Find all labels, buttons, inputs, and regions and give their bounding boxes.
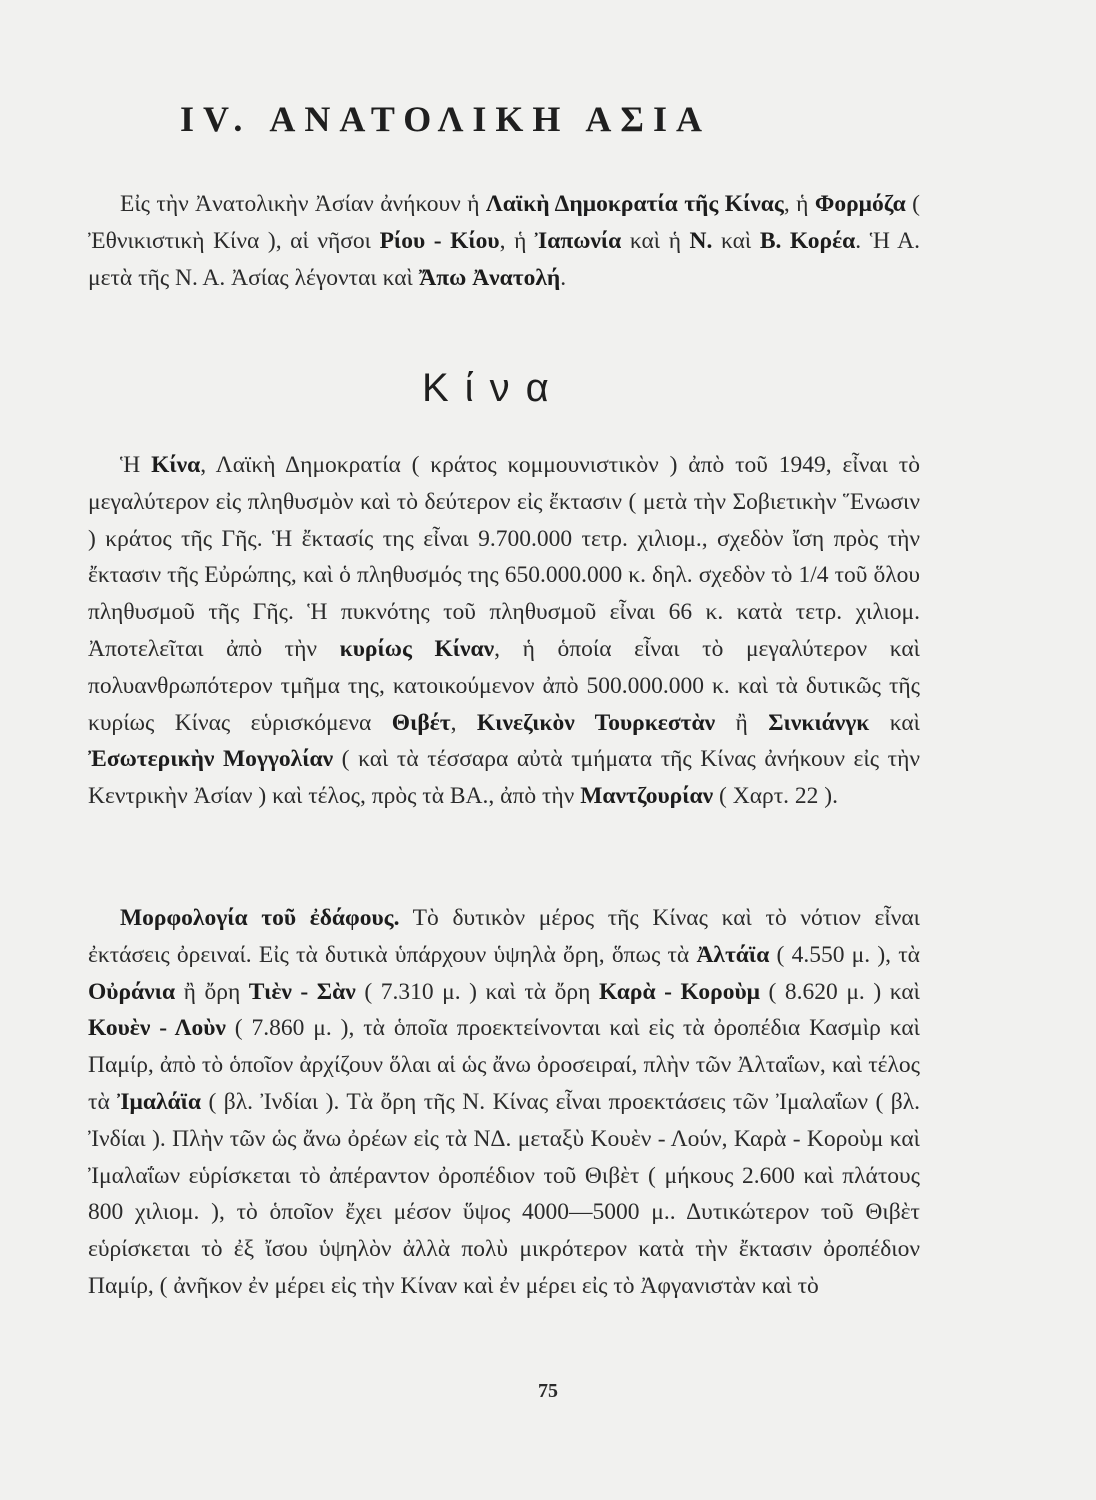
text-run: Εἰς τὴν Ἀνατολικὴν Ἀσίαν ἀνήκουν ἡ: [120, 191, 486, 217]
text-run: ( καὶ τὰ τέσσαρα αὐτὰ τμήματα τῆς Κίνας ἀνήκουν εἰς τὴν Κεντρικὴν Ἀσίαν ) καὶ τέλος, πρὸς τὰ ΒΑ., ἀπὸ τὴν: [88, 746, 920, 810]
text-run: καὶ ἡ: [621, 227, 690, 254]
text-run: Τὸ δυτικὸν μέρος τῆς Κίνας καὶ τὸ νότιον εἶναι ἐκτάσεις ὀρειναί. Εἰς τὰ δυτικὰ ὑπάρχουν ὑψηλὰ ὄρη, ὅπως τὰ: [88, 905, 920, 968]
text-run: . Ἡ Α. μετὰ τῆς Ν. Α. Ἀσίας λέγονται καὶ: [88, 227, 920, 291]
text-run: , ἡ ὁποία εἶναι τὸ μεγαλύτερον καὶ πολυανθρωπότερον τμῆμα της, κατοικούμενον ἀπὸ 500.000.000 κ. καὶ τὰ δυτικῶς τῆς κυρίως Κίνας εὑρισκόμενα: [88, 635, 920, 736]
text-run: ( 4.550 μ. ), τὰ: [769, 941, 920, 968]
bold-term: Μαντζουρίαν: [580, 783, 714, 810]
bold-term: Ἐσωτερικὴν Μογγολίαν: [88, 746, 334, 773]
bold-term: Ἰμαλάϊα: [117, 1088, 202, 1115]
text-run: ( βλ. Ἰνδίαι ). Τὰ ὄρη τῆς Ν. Κίνας εἶναι προεκτάσεις τῶν Ἰμαλαΐων ( βλ. Ἰνδίαι ). Πλὴν τῶν ὡς ἄνω ὀρέων εἰς τὰ ΝΔ. μεταξὺ Κουὲν - Λούν, Καρὰ - Κοροὺμ καὶ Ἰμαλαΐων εὑρίσκεται τὸ ἀπέραντον ὀροπέδιον τοῦ Θιβὲτ ( μήκους 2.600 καὶ πλάτους 800 χιλιομ. ), τὸ ὁποῖον ἔχει μέσον ὕψος 4000—5000 μ.. Δυτικώτερον τοῦ Θιβὲτ εὑρίσκεται τὸ ἐξ ἴσου ὑψηλὸν ἀλλὰ πολὺ μικρότερον κατὰ τὴν ἔκτασιν ὀροπέδιον Παμίρ, ( ἀνῆκον ἐν μέρει εἰς τὴν Κίναν καὶ ἐν μέρει εἰς τὸ Ἀφγανιστὰν καὶ τὸ: [88, 1088, 921, 1299]
text-run: καὶ: [712, 227, 760, 254]
intro-paragraph: [88, 186, 920, 296]
text-run: ( Ἐθνικιστικὴ Κίνα ), αἱ νῆσοι: [88, 191, 920, 254]
china-paragraph: [88, 447, 920, 815]
text-run: ἢ ὄρη: [175, 978, 249, 1005]
text-run: καὶ: [869, 709, 921, 736]
morphology-paragraph: [88, 900, 920, 1305]
text-run: ἢ: [715, 709, 769, 736]
text-run: .: [560, 264, 567, 291]
text-run: ( 7.310 μ. ) καὶ τὰ ὄρη: [355, 978, 599, 1005]
show-through-margin-left: [14, 360, 32, 364]
bold-term: Κινεζικὸν Τουρκεστὰν: [476, 709, 716, 736]
bold-term: κυρίως Κίναν: [339, 635, 495, 662]
chapter-heading: IV. ΑΝΑΤΟΛΙΚΗ ΑΣΙΑ: [180, 99, 711, 139]
bold-term: Οὐράνια: [88, 978, 176, 1005]
bold-term: Λαϊκὴ Δημοκρατία τῆς Κίνας: [485, 191, 784, 217]
section-title: Κίνα: [422, 366, 565, 410]
bold-term: Ἰαπωνία: [534, 227, 622, 254]
bold-term: Β. Κορέα: [759, 227, 856, 254]
bold-term: Κουὲν - Λοὺν: [88, 1015, 226, 1042]
bold-term: Σινκιάνγκ: [768, 709, 870, 736]
bold-term: Καρὰ - Κοροὺμ: [598, 978, 760, 1005]
bold-term: Ν.: [689, 227, 713, 254]
text-run: , Λαϊκὴ Δημοκρατία ( κράτος κομμουνιστικὸν ) ἀπὸ τοῦ 1949, εἶναι τὸ μεγαλύτερον εἰς πληθυσμὸν καὶ τὸ δεύτερον εἰς ἔκτασιν ( μετὰ τὴν Σοβιετικὴν Ἕνωσιν ) κράτος τῆς Γῆς. Ἡ ἔκτασίς της εἶναι 9.700.000 τετρ. χιλιομ., σχεδὸν ἴση πρὸς τὴν ἔκτασιν τῆς Εὐρώπης, καὶ ὁ πληθυσμός της 650.000.000 κ. δηλ. σχεδὸν τὸ 1/4 τοῦ ὅλου πληθυσμοῦ τῆς Γῆς. Ἡ πυκνότης τοῦ πληθυσμοῦ εἶναι 66 κ. κατὰ τετρ. χιλιομ. Ἀποτελεῖται ἀπὸ τὴν: [88, 452, 920, 662]
bold-term: Φορμόζα: [814, 191, 906, 217]
text-run: Ἡ: [120, 452, 152, 478]
bold-term: Ἀλτάϊα: [696, 941, 770, 968]
text-run: ( 8.620 μ. ) καὶ: [759, 978, 920, 1005]
bold-term: Κίνα: [151, 452, 201, 478]
bold-term: Ἄπω Ἀνατολή: [418, 264, 561, 291]
text-run: ( Χαρτ. 22 ).: [713, 783, 839, 810]
text-run: , ἡ: [783, 191, 815, 217]
bold-term: Θιβέτ: [391, 709, 451, 736]
bold-term: Τιὲν - Σὰν: [248, 978, 356, 1005]
bold-term: Ρίου - Κίου: [379, 227, 500, 254]
show-through-margin-right: [1065, 520, 1086, 525]
text-run: ( 7.860 μ. ), τὰ ὁποῖα προεκτείνονται καὶ εἰς τὰ ὀροπέδια Κασμὶρ καὶ Παμίρ, ἀπὸ τὸ ὁποῖον ἀρχίζουν ὅλαι αἱ ὡς ἄνω ὀροσειραί, πλὴν τῶν Ἀλταΐων, καὶ τέλος τὰ: [88, 1015, 921, 1115]
text-run: , ἡ: [499, 227, 535, 254]
text-run: ,: [450, 709, 477, 736]
bold-term: Μορφολογία τοῦ ἐδάφους.: [120, 905, 400, 931]
page-number: 75: [538, 1380, 558, 1402]
